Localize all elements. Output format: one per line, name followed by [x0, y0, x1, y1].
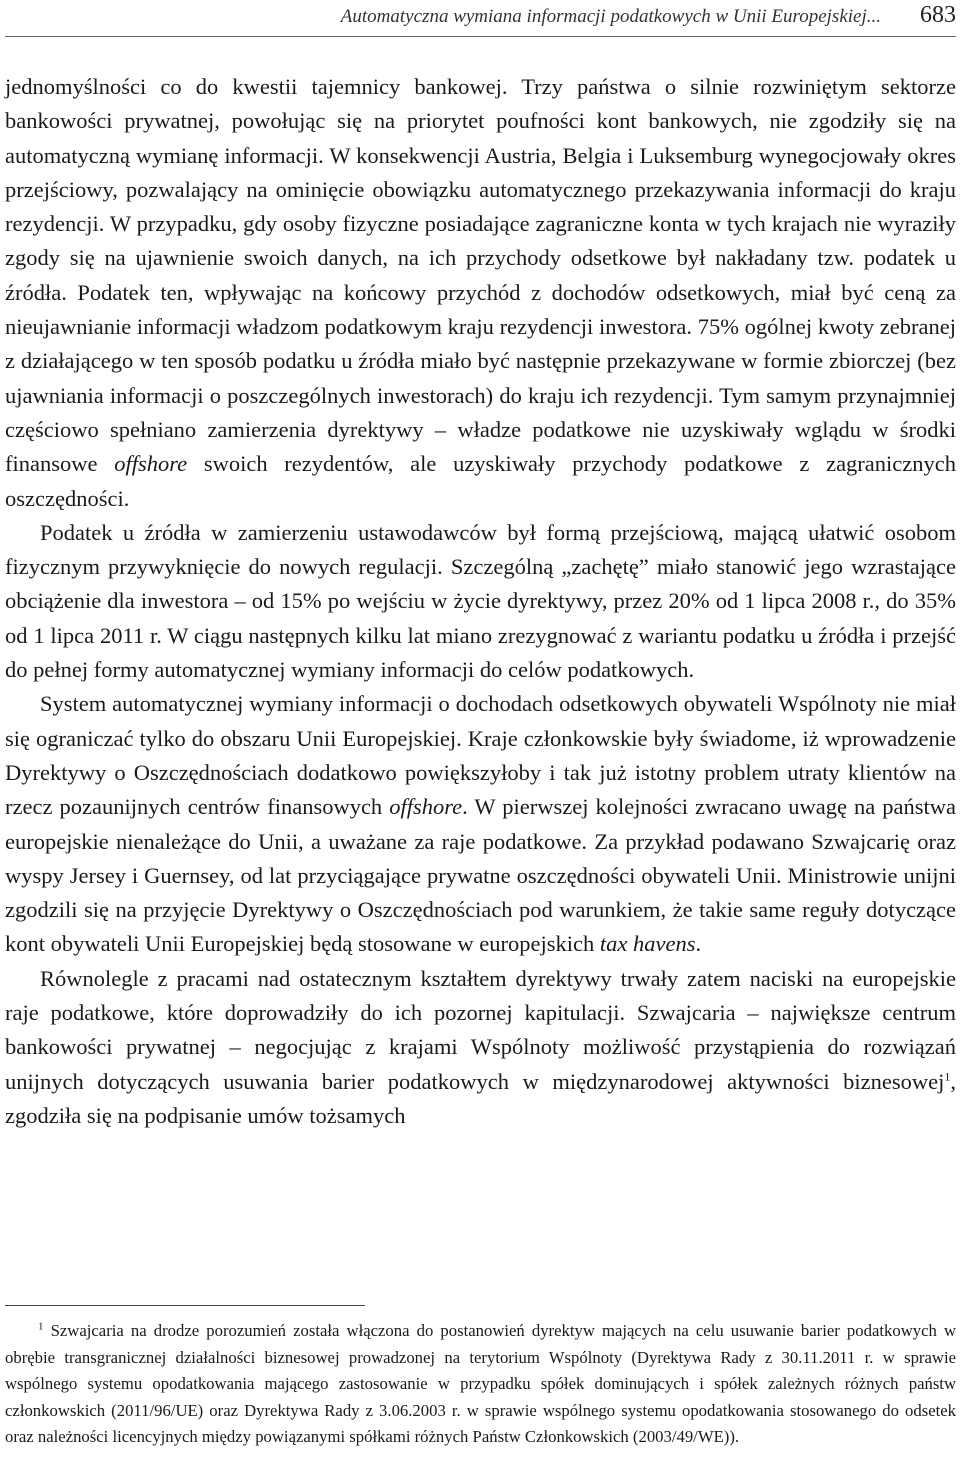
main-text: [5, 70, 956, 1133]
italic-term-offshore: offshore: [389, 794, 463, 820]
paragraph-1: jednomyślności co do kwestii tajemnicy bankowej. Trzy państwa o silnie rozwiniętym sektorze bankowości prywatnej, powołując się na priorytet poufności kont bankowych, nie zgodziły się na automatyczną wymianę informacji. W konsekwencji Austria, Belgia i Luksemburg wynegocjowały okres przejściowy, pozwalający na ominięcie obowiązku automatycznego przekazywania informacji do kraju rezydencji. W przypadku, gdy osoby fizyczne posiadające zagraniczne konta w tych krajach nie wyraziły zgody się na ujawnienie swoich danych, na ich przychody odsetkowe był nakładany tzw. podatek u źródła. Podatek ten, wpływając na końcowy przychód z dochodów odsetkowych, miał być ceną za nieujawnianie informacji władzom podatkowym kraju rezydencji inwestora. 75% ogólnej kwoty zebranej z działającego w ten sposób podatku u źródła miało być następnie przekazywane w formie zbiorczej (bez ujawniania informacji o poszczególnych inwestorach) do kraju ich rezydencji. Tym samym przynajmniej częściowo spełniano zamierzenia dyrektywy – władze podatkowe nie uzyskiwały wglądu w środki finansowe offshore swoich rezydentów, ale uzyskiwały przychody podatkowe z zagranicznych oszczędności.: [5, 74, 956, 511]
footnote-text: Szwajcaria na drodze porozumień została włączona do postanowień dyrektyw mających na celu usuwanie barier podatkowych w obrębie transgranicznej działalności biznesowej prowadzonej na terytorium Wspólnoty (Dyrektywa Rady z 30.11.2011 r. w sprawie wspólnego systemu opodatkowania mającego zastosowanie w przypadku spółek dominujących i spółek zależnych różnych państw członkowskich (2011/96/UE) oraz Dyrektywa Rady z 3.06.2003 r. w sprawie wspólnego systemu opodatkowania stosowanego do odsetek oraz należności licencyjnych między powiązanymi spółkami różnych Państw Członkowskich (2003/49/WE)).: [5, 1321, 956, 1446]
footnote-1: [5, 1318, 956, 1451]
paragraph-3: System automatycznej wymiany informacji o dochodach odsetkowych obywateli Wspólnoty nie miał się ograniczać tylko do obszaru Unii Europejskiej. Kraje członkowskie były świadome, iż wprowadzenie Dyrektywy o Oszczędnościach dodatkowo powiększyłoby i tak już istotny problem utraty klientów na rzecz pozaunijnych centrów finansowych offshore. W pierwszej kolejności zwracano uwagę na państwa europejskie nienależące do Unii, a uważane za raje podatkowe. Za przykład podawano Szwajcarię oraz wyspy Jersey i Guernsey, od lat przyciągające prywatne oszczędności obywateli Unii. Ministrowie unijni zgodzili się na przyjęcie Dyrektywy o Oszczędnościach pod warunkiem, że takie same reguły dotyczące kont obywateli Unii Europejskiej będą stosowane w europejskich tax havens.: [5, 691, 957, 957]
italic-term-offshore: offshore: [114, 451, 188, 477]
header-rule: [5, 36, 956, 37]
footnote-separator: [5, 1305, 365, 1306]
footnote-marker: 1: [38, 1320, 44, 1333]
running-title: Automatyczna wymiana informacji podatkowych w Unii Europejskiej...: [340, 6, 881, 27]
page-number: 683: [920, 2, 956, 28]
paragraph-4: Równolegle z pracami nad ostatecznym kształtem dyrektywy trwały zatem naciski na europejskie raje podatkowe, które doprowadziły do ich pozornej kapitulacji. Szwajcaria – największe centrum bankowości prywatnej – negocjując z krajami Wspólnoty możliwość przystąpienia do rozwiązań unijnych dotyczących usuwania barier podatkowych w międzynarodowej aktywności biznesowej$^1$, zgodziła się na podpisanie umów tożsamych: [5, 965, 956, 1128]
italic-term-tax-havens: tax havens: [599, 931, 696, 957]
footnote-reference[interactable]: 1: [944, 1069, 951, 1084]
paragraph-2: Podatek u źródła w zamierzeniu ustawodawców był formą przejściową, mającą ułatwić osobom fizycznym przywyknięcie do nowych regulacji. Szczególną „zachętę” miało stanowić jego wzrastające obciążenie dla inwestora – od 15% po wejściu w życie dyrektywy, przez 20% od 1 lipca 2008 r., do 35% od 1 lipca 2011 r. W ciągu następnych kilku lat miano zrezygnować z wariantu podatku u źródła i przejść do pełnej formy automatycznej wymiany informacji do celów podatkowych.: [5, 519, 956, 683]
running-header: [5, 2, 956, 36]
